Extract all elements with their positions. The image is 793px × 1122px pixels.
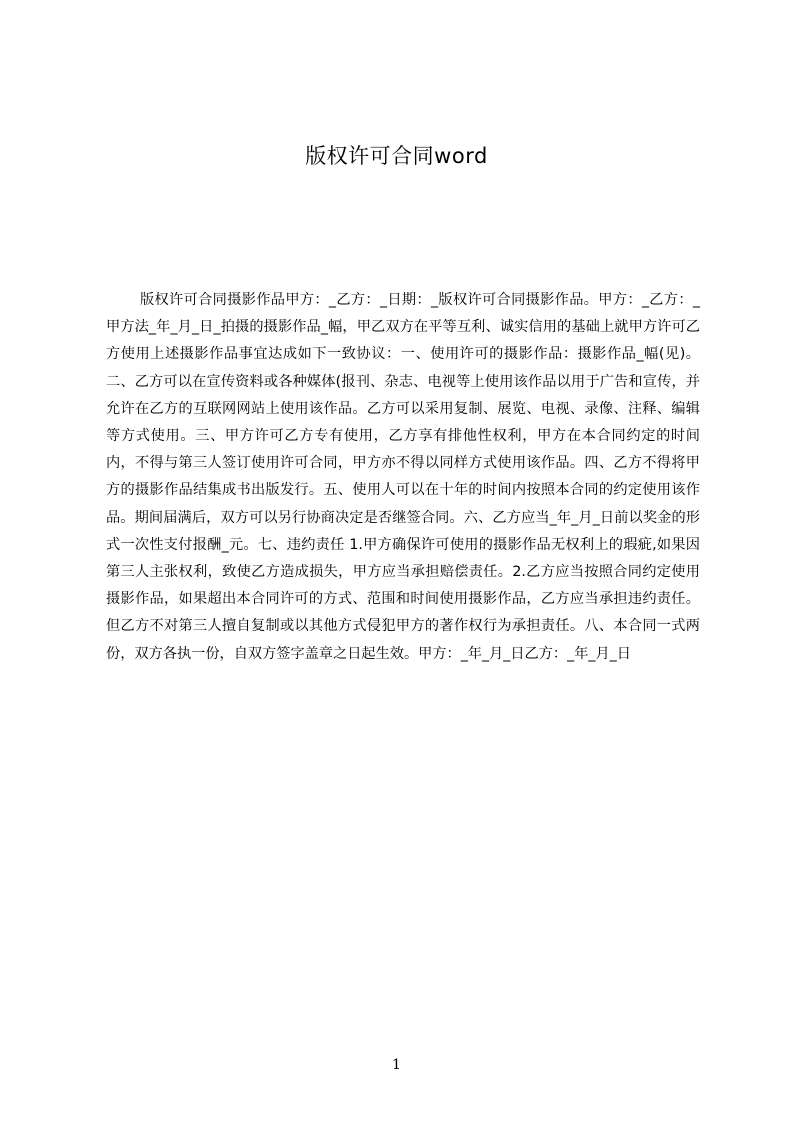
page-title: 版权许可合同word — [305, 144, 488, 168]
page-number: 1 — [392, 1057, 401, 1073]
contract-body-paragraph: 版权许可合同摄影作品甲方：_乙方：_日期：_版权许可合同摄影作品。甲方：_乙方：_甲方法_年_月_日_拍摄的摄影作品_幅，甲乙双方在平等互利、诚实信用的基础上就甲方许可乙方使用上述摄影作品事宜达成如下一致协议：一、使用许可的摄影作品：摄影作品_幅(见)。二、乙方可以在宣传资料或各种媒体(报刊、杂志、电视等上使用该作品以用于广告和宣传，并允许在乙方的互联网网站上使用该作品。乙方可以采用复制、展览、电视、录像、注释、编辑等方式使用。三、甲方许可乙方专有使用，乙方享有排他性权利，甲方在本合同约定的时间内，不得与第三人签订使用许可合同，甲方亦不得以同样方式使用该作品。四、乙方不得将甲方的摄影作品结集成书出版发行。五、使用人可以在十年的时间内按照本合同的约定使用该作品。期间届满后，双方可以另行协商决定是否继签合同。六、乙方应当_年_月_日前以奖金的形式一次性支付报酬_元。七、违约责任 1.甲方确保许可使用的摄影作品无权利上的瑕疵,如果因第三人主张权利，致使乙方造成损失，甲方应当承担赔偿责任。2.乙方应当按照合同约定使用摄影作品，如果超出本合同许可的方式、范围和时间使用摄影作品，乙方应当承担违约责任。但乙方不对第三人擅自复制或以其他方式侵犯甲方的著作权行为承担责任。八、本合同一式两份，双方各执一份，自双方签字盖章之日起生效。甲方：_年_月_日乙方：_年_月_日 — [106, 292, 700, 662]
